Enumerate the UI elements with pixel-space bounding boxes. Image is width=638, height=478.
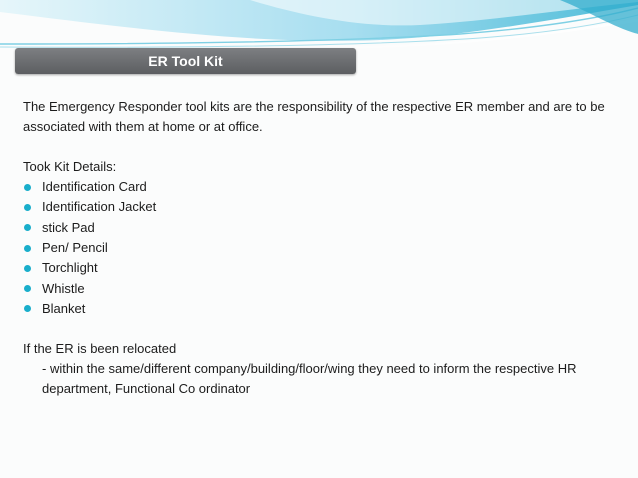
list-item — [23, 258, 613, 278]
list-item — [23, 197, 613, 217]
bullet-dot-icon — [24, 245, 31, 252]
list-item — [23, 218, 613, 238]
list-item-label: Torchlight — [42, 260, 98, 276]
relocation-heading: If the ER is been relocated — [23, 341, 177, 357]
list-item — [23, 299, 613, 319]
list-item-label: Identification Jacket — [42, 199, 157, 215]
bullet-dot-icon — [24, 184, 31, 191]
list-item-label: stick Pad — [42, 219, 95, 235]
list-item-label: Whistle — [42, 280, 85, 296]
list-item-label: Identification Card — [42, 179, 147, 195]
bullet-dot-icon — [24, 265, 31, 272]
relocation-detail: - within the same/different company/building/floor/wing they need to inform the respective HR department, Functional Co ordinator — [42, 361, 577, 397]
list-item-label: Blanket — [42, 300, 86, 316]
slide-content — [23, 97, 613, 399]
bullet-dot-icon — [24, 285, 31, 292]
details-heading: Took Kit Details: — [23, 159, 117, 174]
bullet-dot-icon — [24, 305, 31, 312]
intro-paragraph: The Emergency Responder tool kits are the responsibility of the respective ER member and are to be associated with them at home or at office. — [23, 99, 605, 134]
title-bar — [15, 48, 356, 74]
tool-kit-list — [23, 177, 613, 319]
list-item — [23, 278, 613, 298]
bullet-dot-icon — [24, 224, 31, 231]
list-item — [23, 177, 613, 197]
list-item — [23, 238, 613, 258]
slide-title: ER Tool Kit — [148, 53, 223, 69]
bullet-dot-icon — [24, 204, 31, 211]
list-item-label: Pen/ Pencil — [42, 240, 108, 256]
